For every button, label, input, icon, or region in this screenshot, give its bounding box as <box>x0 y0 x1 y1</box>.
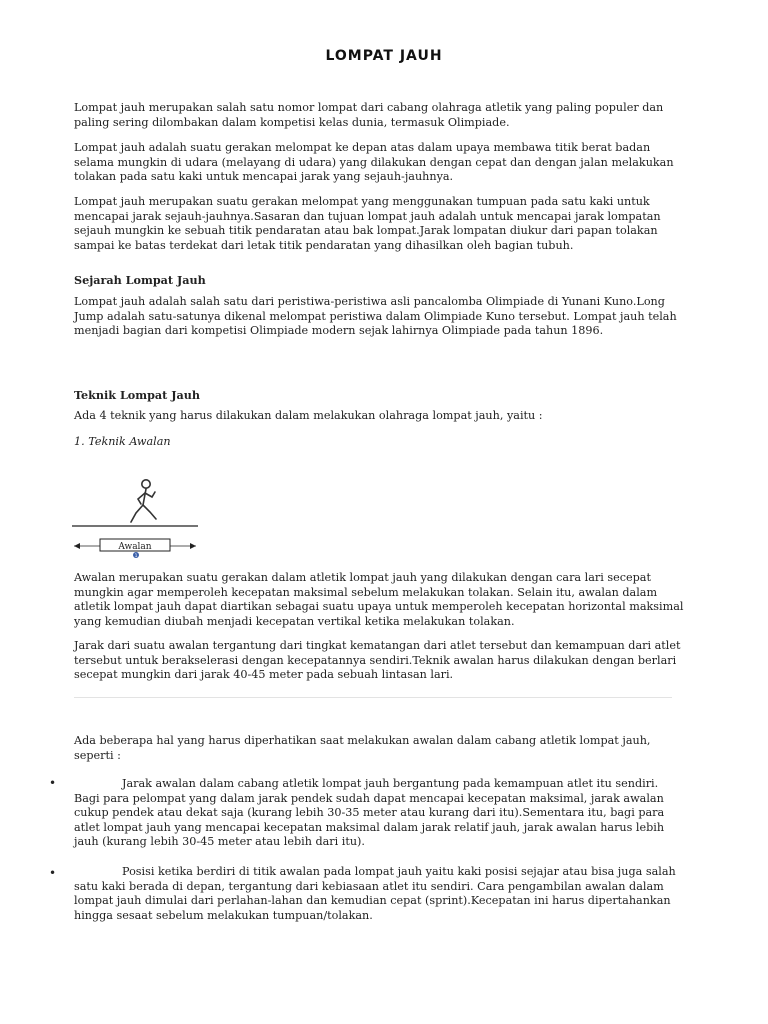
list-item-text: Posisi ketika berdiri di titik awalan pada lompat jauh yaitu kaki posisi sejajar atau bisa juga salah satu kaki berada di depan, tergantung dari kebiasaan atlet itu sendiri. Cara pengambilan awalan dalam lompat jauh dimulai dari perlahan-lahan dan kemudian cepat (sprint).Kecepatan ini harus dipertahankan hingga sesaat sebelum melakukan tumpuan/tolakan. <box>74 865 676 922</box>
divider <box>74 697 672 698</box>
list-item <box>74 777 686 850</box>
paragraph-teknik-intro: Ada 4 teknik yang harus dilakukan dalam melakukan olahraga lompat jauh, yaitu : <box>74 409 543 422</box>
heading-sejarah: Sejarah Lompat Jauh <box>74 273 206 287</box>
paragraph-awalan-distance: Jarak dari suatu awalan tergantung dari tingkat kematangan dari atlet tersebut dan kemampuan dari atlet tersebut untuk berakselerasi dengan kecepatannya sendiri.Teknik awalan harus dilakukan dengan berlari secepat mungkin dari jarak 40-45 meter pada sebuah lintasan lari. <box>74 639 681 682</box>
heading-teknik-awalan: 1. Teknik Awalan <box>74 435 171 448</box>
paragraph-history: Lompat jauh adalah salah satu dari peristiwa-peristiwa asli pancalomba Olimpiade di Yunani Kuno.Long Jump adalah satu-satunya dikenal melompat peristiwa dalam Olimpiade Kuno tersebut. Lompat jauh telah menjadi bagian dari kompetisi Olimpiade modern sejak lahirnya Olimpiade pada tahun 1896. <box>74 295 677 338</box>
paragraph-awalan-notes-intro: Ada beberapa hal yang harus diperhatikan saat melakukan awalan dalam cabang atletik lompat jauh, seperti : <box>74 734 651 762</box>
paragraph-definition: Lompat jauh adalah suatu gerakan melompat ke depan atas dalam upaya membawa titik berat badan selama mungkin di udara (melayang di udara) yang dilakukan dengan cepat dan dengan jalan melakukan tolakan pada satu kaki untuk mencapai jarak yang sejauh-jauhnya. <box>74 141 674 184</box>
list-item-text: Jarak awalan dalam cabang atletik lompat jauh bergantung pada kemampuan atlet itu sendiri. Bagi para pelompat yang dalam jarak pendek sudah dapat mencapai kecepatan maksimal, jarak awalan cukup pendek atau dekat saja (kurang lebih 30-35 meter atau kurang dari itu).Sementara itu, bagi para atlet lompat jauh yang mencapai kecepatan maksimal dalam jarak relatif jauh, jarak awalan harus lebih jauh (kurang lebih 30-45 meter atau lebih dari itu). <box>74 777 665 849</box>
marker-number: 1 <box>134 554 138 559</box>
bullet-marker: • <box>49 866 57 880</box>
list-item <box>74 865 686 923</box>
page-title: LOMPAT JAUH <box>325 48 443 64</box>
bullet-marker: • <box>49 776 57 790</box>
paragraph-goal: Lompat jauh merupakan suatu gerakan melompat yang menggunakan tumpuan pada satu kaki untuk mencapai jarak sejauh-jauhnya.Sasaran dan tujuan lompat jauh adalah untuk mencapai jarak lompatan sejauh mungkin ke sebuah titik pendaratan atau bak lompat.Jarak lompatan diukur dari papan tolakan sampai ke batas terdekat dari letak titik pendaratan yang dihasilkan oleh bagian tubuh. <box>74 195 661 252</box>
heading-teknik: Teknik Lompat Jauh <box>74 388 201 402</box>
paragraph-awalan-definition: Awalan merupakan suatu gerakan dalam atletik lompat jauh yang dilakukan dengan cara lari secepat mungkin agar memperoleh kecepatan maksimal sebelum melakukan tolakan. Selain itu, awalan dalam atletik lompat jauh dapat diartikan sebagai suatu upaya untuk memperoleh kecepatan horizontal maksimal yang kemudian diubah menjadi kecepatan vertikal ketika melakukan tolakan. <box>74 571 684 628</box>
paragraph-intro: Lompat jauh merupakan salah satu nomor lompat dari cabang olahraga atletik yang paling populer dan paling sering dilombakan dalam kompetisi kelas dunia, termasuk Olimpiade. <box>74 101 664 129</box>
runner-diagram <box>70 455 202 559</box>
awalan-illustration <box>70 455 202 559</box>
awalan-label: Awalan <box>118 542 152 552</box>
